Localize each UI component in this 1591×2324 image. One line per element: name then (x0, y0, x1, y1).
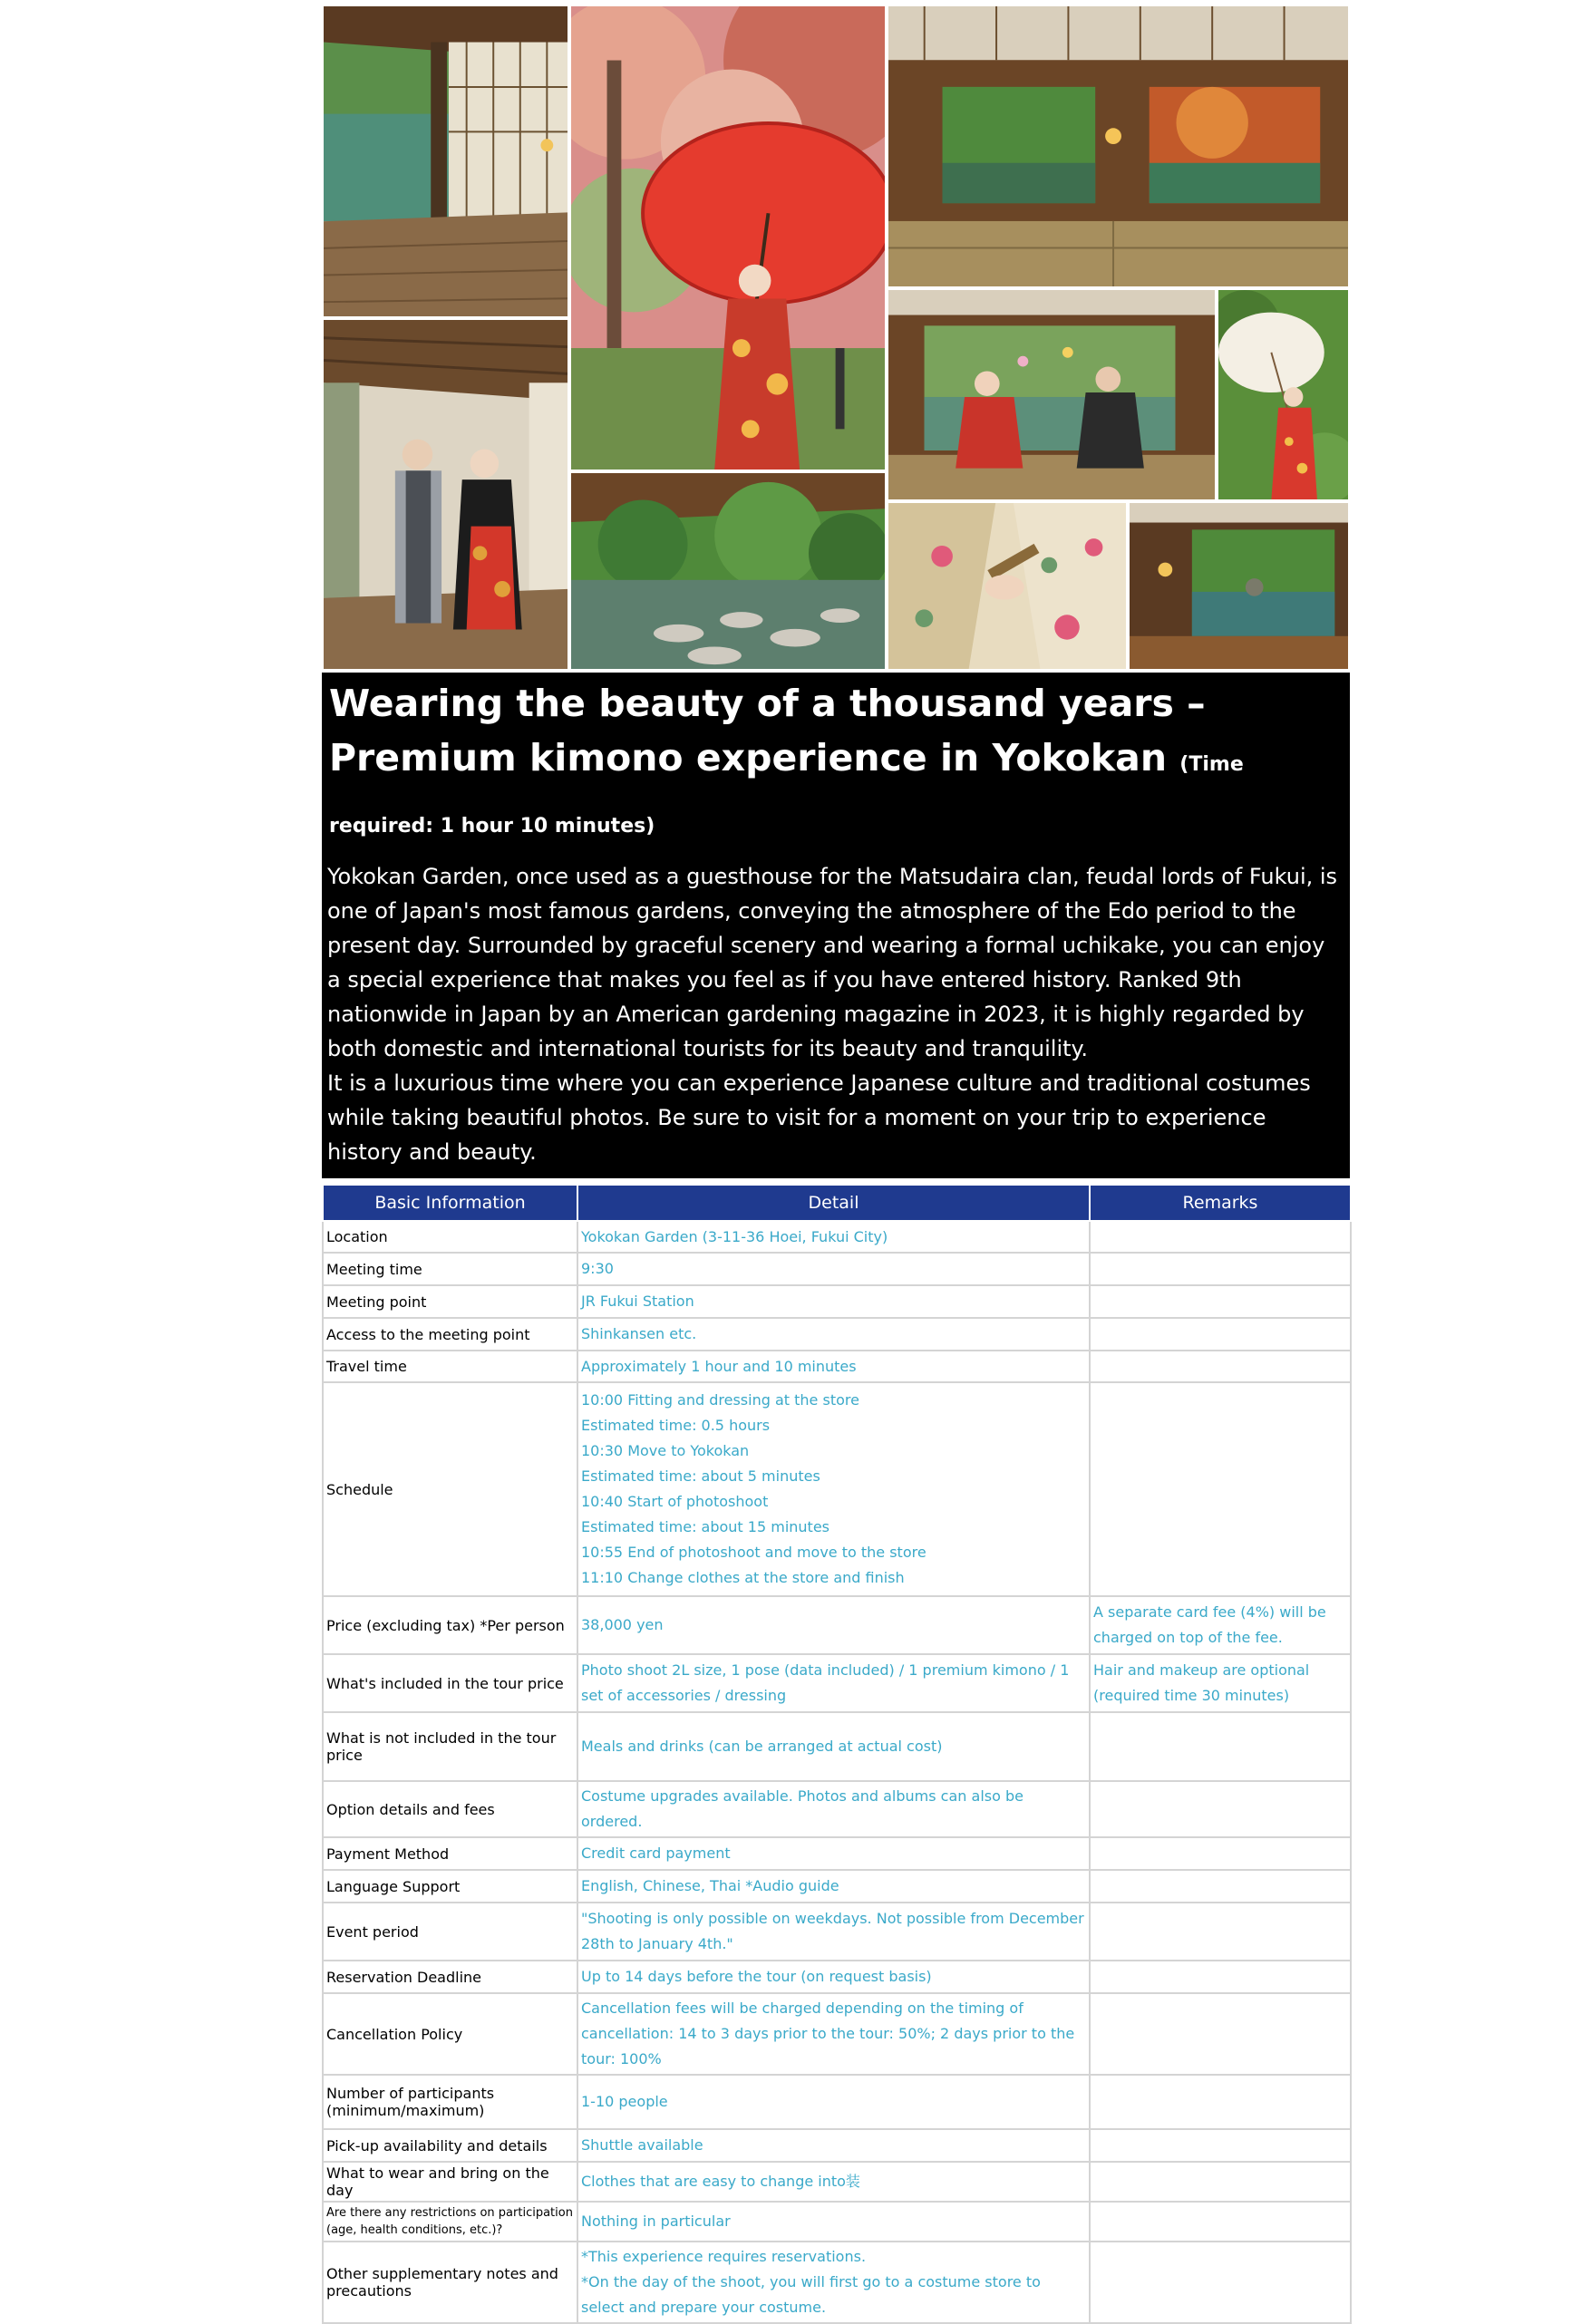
table-row (323, 1318, 1351, 1351)
hero-block (322, 673, 1350, 1178)
table-row (323, 2202, 1351, 2242)
detail-line: 10:40 Start of photoshoot (581, 1493, 769, 1510)
row-remarks (1090, 1712, 1351, 1781)
row-remarks (1090, 1285, 1351, 1318)
table-header-row (323, 1185, 1351, 1221)
row-detail (577, 1870, 1090, 1903)
detail-line: JR Fukui Station (581, 1293, 694, 1310)
row-label: Reservation Deadline (323, 1961, 577, 1993)
detail-line: 10:30 Move to Yokokan (581, 1442, 750, 1459)
row-label: Event period (323, 1903, 577, 1961)
row-label: What to wear and bring on the day (323, 2162, 577, 2202)
row-detail (577, 1382, 1090, 1596)
row-remarks (1090, 1781, 1351, 1837)
detail-line: 10:00 Fitting and dressing at the store (581, 1391, 859, 1409)
detail-line: 11:10 Change clothes at the store and finish (581, 1569, 905, 1586)
detail-line: 10:55 End of photoshoot and move to the store (581, 1544, 926, 1561)
detail-line: Costume upgrades available. Photos and albums can also be ordered. (581, 1787, 1023, 1830)
row-label: Access to the meeting point (323, 1318, 577, 1351)
detail-line: Meals and drinks (can be arranged at actual cost) (581, 1738, 943, 1755)
row-remarks (1090, 1870, 1351, 1903)
remarks-line: Hair and makeup are optional (required time 30 minutes) (1093, 1661, 1310, 1704)
header-detail: Detail (577, 1185, 1090, 1221)
row-label: Pick-up availability and details (323, 2129, 577, 2162)
table-row (323, 1870, 1351, 1903)
row-remarks (1090, 1596, 1351, 1654)
row-label: Cancellation Policy (323, 1993, 577, 2075)
detail-line: 1-10 people (581, 2093, 668, 2110)
title-text: Wearing the beauty of a thousand years – Premium kimono experience in Yokokan (329, 682, 1206, 780)
row-detail (577, 1961, 1090, 1993)
detail-line: Cancellation fees will be charged depending on the timing of cancellation: 14 to 3 days prior to the tour: 50%; 2 days prior to the tour: 100% (581, 2000, 1075, 2067)
row-remarks (1090, 2162, 1351, 2202)
table-row (323, 2162, 1351, 2202)
table-row (323, 1903, 1351, 1961)
table-row (323, 1285, 1351, 1318)
row-detail (577, 1253, 1090, 1285)
photo-veranda-pond (322, 5, 569, 318)
detail-line: Clothes that are easy to change into装 (581, 2173, 860, 2190)
table-body (323, 1221, 1351, 2323)
row-label: Meeting point (323, 1285, 577, 1318)
detail-line: *On the day of the shoot, you will first go to a costume store to select and prepare your costume. (581, 2273, 1041, 2316)
row-detail (577, 1993, 1090, 2075)
detail-line: Nothing in particular (581, 2213, 731, 2230)
header-remarks: Remarks (1090, 1185, 1351, 1221)
header-basic-information: Basic Information (323, 1185, 577, 1221)
row-detail (577, 2162, 1090, 2202)
photo-red-umbrella (569, 5, 887, 471)
row-detail (577, 2075, 1090, 2129)
row-remarks (1090, 2129, 1351, 2162)
photo-window-view (1128, 501, 1350, 671)
detail-line: 9:30 (581, 1260, 614, 1277)
detail-line: Up to 14 days before the tour (on request basis) (581, 1968, 932, 1985)
detail-line: "Shooting is only possible on weekdays. Not possible from December 28th to January 4th." (581, 1910, 1084, 1952)
row-label: Are there any restrictions on participation (age, health conditions, etc.)? (323, 2202, 577, 2242)
row-remarks (1090, 1382, 1351, 1596)
table-row (323, 2075, 1351, 2129)
row-remarks (1090, 1221, 1351, 1253)
row-detail (577, 1318, 1090, 1351)
photo-tatami-room (887, 5, 1350, 288)
photo-white-umbrella (1217, 288, 1350, 501)
detail-line: Approximately 1 hour and 10 minutes (581, 1357, 857, 1375)
table-row (323, 1993, 1351, 2075)
row-detail (577, 1285, 1090, 1318)
table-row (323, 1253, 1351, 1285)
detail-line: Yokokan Garden (3-11-36 Hoei, Fukui City) (581, 1227, 888, 1245)
photo-couple-kneeling (887, 288, 1217, 501)
remarks-line: A separate card fee (4%) will be charged on top of the fee. (1093, 1603, 1326, 1646)
row-label: Language Support (323, 1870, 577, 1903)
table-row (323, 1382, 1351, 1596)
time-required: (Time required: 1 hour 10 minutes) (329, 753, 1244, 838)
row-remarks (1090, 1351, 1351, 1382)
hero-paragraph: It is a luxurious time where you can experience Japanese culture and traditional costumes while taking beautiful photos. Be sure to visit for a moment on your trip to experience history and beauty. (327, 1070, 1311, 1165)
table-row (323, 1961, 1351, 1993)
row-label: Option details and fees (323, 1781, 577, 1837)
page (322, 5, 1350, 2324)
table-row (323, 1712, 1351, 1781)
hero-description (327, 859, 1344, 1169)
page-title (327, 676, 1344, 854)
detail-line: 38,000 yen (581, 1616, 664, 1633)
row-remarks (1090, 2075, 1351, 2129)
table-row (323, 2242, 1351, 2323)
table-row (323, 1781, 1351, 1837)
row-label: Travel time (323, 1351, 577, 1382)
row-label: What's included in the tour price (323, 1654, 577, 1712)
row-remarks (1090, 1253, 1351, 1285)
detail-line: Credit card payment (581, 1845, 731, 1862)
table-row (323, 1654, 1351, 1712)
row-label: Meeting time (323, 1253, 577, 1285)
detail-line: Shinkansen etc. (581, 1325, 697, 1342)
row-detail (577, 1781, 1090, 1837)
row-label: Other supplementary notes and precautions (323, 2242, 577, 2323)
detail-line: English, Chinese, Thai *Audio guide (581, 1877, 839, 1894)
row-label: Schedule (323, 1382, 577, 1596)
detail-line: *This experience requires reservations. (581, 2248, 867, 2265)
row-remarks (1090, 2242, 1351, 2323)
row-remarks (1090, 1837, 1351, 1870)
row-detail (577, 1712, 1090, 1781)
photo-garden-stones (569, 471, 887, 671)
row-remarks (1090, 1961, 1351, 1993)
row-detail (577, 2202, 1090, 2242)
row-detail (577, 1351, 1090, 1382)
table-row (323, 1351, 1351, 1382)
row-detail (577, 1596, 1090, 1654)
detail-line: Photo shoot 2L size, 1 pose (data included) / 1 premium kimono / 1 set of accessories / dressing (581, 1661, 1070, 1704)
photo-couple-corridor (322, 318, 569, 671)
row-label: Number of participants (minimum/maximum) (323, 2075, 577, 2129)
row-remarks (1090, 1993, 1351, 2075)
table-row (323, 2129, 1351, 2162)
table-row (323, 1596, 1351, 1654)
detail-line: Shuttle available (581, 2136, 703, 2154)
hero-paragraph: Yokokan Garden, once used as a guesthouse for the Matsudaira clan, feudal lords of Fukui, is one of Japan's most famous gardens, conveying the atmosphere of the Edo period to the present day. Surrounded by graceful scenery and wearing a formal uchikake, you can enjoy a special experience that makes you feel as if you have entered history. Ranked 9th nationwide in Japan by an American gardening magazine in 2023, it is highly regarded by both domestic and international tourists for its beauty and tranquility. (327, 864, 1338, 1061)
row-detail (577, 1221, 1090, 1253)
detail-line: Estimated time: 0.5 hours (581, 1417, 771, 1434)
photo-kimono-detail (887, 501, 1128, 671)
row-detail (577, 2242, 1090, 2323)
row-remarks (1090, 1318, 1351, 1351)
row-detail (577, 1837, 1090, 1870)
row-remarks (1090, 1903, 1351, 1961)
row-detail (577, 1903, 1090, 1961)
info-table (322, 1184, 1352, 2324)
row-remarks (1090, 2202, 1351, 2242)
detail-line: Estimated time: about 5 minutes (581, 1467, 820, 1485)
photo-collage (322, 5, 1350, 671)
row-detail (577, 2129, 1090, 2162)
row-remarks (1090, 1654, 1351, 1712)
table-row (323, 1837, 1351, 1870)
row-label: Payment Method (323, 1837, 577, 1870)
row-label: What is not included in the tour price (323, 1712, 577, 1781)
table-row (323, 1221, 1351, 1253)
row-label: Location (323, 1221, 577, 1253)
detail-line: Estimated time: about 15 minutes (581, 1518, 829, 1535)
row-label: Price (excluding tax) *Per person (323, 1596, 577, 1654)
row-detail (577, 1654, 1090, 1712)
